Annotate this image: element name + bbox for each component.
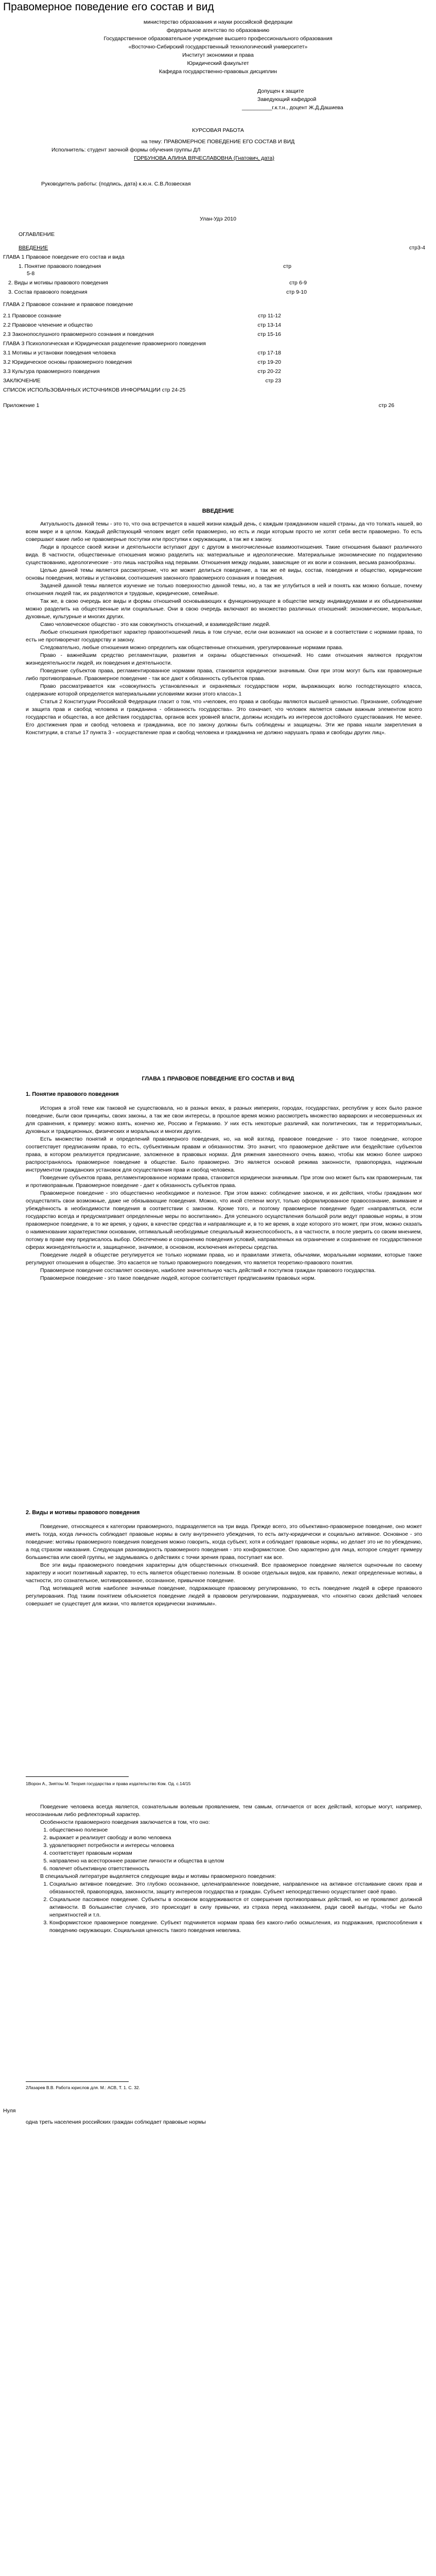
toc-item[interactable]: 3.3 Культура правомерного поведения стр 20-22 xyxy=(3,368,281,375)
chapter-heading: ГЛАВА 1 ПРАВОВОЕ ПОВЕДЕНИЕ ЕГО СОСТАВ И ВИД xyxy=(142,1076,294,1082)
paragraph: Актуальность данной темы - это то, что она встречается в нашей жизни каждый день, с каждым гражданином нашей страны, да что толкать нашей, во всем мире и в целом. Каждый действующий человек ведет себя правомерно, но есть и люди которым просто не хотят себя вести правомерно. То есть совершают какие либо не правомерные поступки или проступки к окружающим, а так же к закону. xyxy=(26,521,422,543)
footnote-rule xyxy=(26,2081,129,2082)
toc-item[interactable]: ГЛАВА 3 Психологическая и Юридическая разделение правомерного поведения xyxy=(3,341,206,347)
paragraph: Особенности правомерного поведения заключается в том, что оно: xyxy=(40,1819,210,1825)
cover-line: Кафедра государственно-правовых дисциплин xyxy=(159,69,277,75)
paragraph: Поведение человека всегда является, сознательным волевым проявлением, тем самым, отличается от всех действий, которые могут, например, неосознанным либо рефлекторный характер. xyxy=(26,1804,422,1818)
list-item: 2. выражает и реализует свободу и волю человека xyxy=(49,1834,422,1842)
footnote-rule xyxy=(26,1776,129,1777)
city-year: Улан-Удэ 2010 xyxy=(200,216,236,222)
chapter-text xyxy=(26,1523,422,1608)
list-item: 1. Социально активное поведение. Это глубоко осознанное, целенаправленное поведение, направленное на активное отстаивание своих прав и обязанностей, правопорядка, законности, защиту интересов государства и граждан. Субъект непосредственно осуществляет своё право. xyxy=(49,1880,422,1896)
list-item: 2. Социальное пассивное поведение. Субъекты в основном воздерживаются от совершения противоправных действий, но не проявляют должной активности. В большинстве случаев, это происходит в силу привычки, из страха перед наказанием, ради своей выгоды, чтобы не было неприятностей и т.п. xyxy=(49,1896,422,1919)
section-heading: 2. Виды и мотивы правового поведения xyxy=(26,1510,140,1516)
toc-item[interactable]: 2.1 Правовое сознание стр 11-12 xyxy=(3,313,281,319)
bottom-text: одна треть населения российских граждан соблюдает правовые нормы xyxy=(26,2119,206,2125)
toc-item[interactable]: 3.1 Мотивы и установки поведения человека стр 17-18 xyxy=(3,350,281,356)
cover-line: Государственное образовательное учреждение высшего профессионального образования xyxy=(103,36,333,42)
section-heading: 1. Понятие правового поведения xyxy=(26,1091,119,1097)
paragraph: Поведение, относящееся к категории правомерного, подразделяется на три вида. Прежде всего, это объективно-правомерное поведение, оно может иметь тогда, когда личность соблюдает правовые нормы в силу внутреннего убеждения, то есть акту-юридически и социально активное. Основное - это поведение: мотивы правомерного поведения поведения можно говорить, когда субъект, хотя и соблюдает правовые нормы, но делает это не по убеждению, а под страхом наказания. Следующая разновидность правомерного поведения - это конформистское. Оно характерно для лица, которое следует примеру большинства или своей группы, не задумываясь о действиях с точки зрения права, поступает как все. xyxy=(26,1523,422,1561)
toc-item[interactable]: ВВЕДЕНИЕ стр3-4 xyxy=(19,245,425,251)
toc-item[interactable]: ГЛАВА 1 Правовое поведение его состав и вида xyxy=(3,254,125,260)
paragraph: Любые отношения приобретают характер правоотношений лишь в том случае, если они возникают на основе и в соответствии с нормами права, то есть не противоречат государству и закону. xyxy=(26,629,422,643)
paragraph: Целью данной темы является рассмотрение, что же может делиться поведение, а так же её виды, состав, поведения и общество, юридические основы поведения, мотивы и установки, соотношения законного правомерного сознания и поведения. xyxy=(26,567,422,581)
paragraph: Люди в процессе своей жизни и деятельности вступают друг с другом в многочисленные взаимоотношения. Такие отношения бывают различного вида. В частности, общественные отношения можно разделить на: материальные и идеологические. Материальные экономические по подарилению существованию, идеологические - это лишь настройка над первыми. Отношения между людьми, зависящие от их воли и сознания, весьма разнообразны. xyxy=(26,544,422,566)
toc-item[interactable]: ГЛАВА 2 Правовое сознание и правовое поведение xyxy=(3,301,133,308)
footnote: 1Ворон А., Зиятоы М. Теория государства и права издательство Ком. Од. с.14/15 xyxy=(26,1781,191,1786)
cover-line: министерство образования и науки российской федерации xyxy=(143,19,293,25)
chapter-text xyxy=(26,1105,422,1282)
performer-name: ГОРБУНОВА АЛИНА ВЯЧЕСЛАВОВНА (Гнатович, дата) xyxy=(134,155,274,161)
paragraph: История в этой теме как таковой не существовала, но в разных веках, в разных империях, городах, государствах, республик у всех было разное поведение, были свои принципы, своих законы, а так же свои интересы, в прошлое время можно рассмотреть множество варварских и несовершенных их для сравнения, к примеру: можно взять, конечно же, Россию и Германию. У них есть некоторые различий, как политических, так и территориальных, духовных и традиционных, физических и моральных и многих других. xyxy=(26,1105,422,1134)
paragraph: Поведение субъектов права, регламентированное нормами права, становится юридически значимым. Они при этом могут быть как правомерные либо противоправные. Правомерное поведение - так все дают к обязанность субъектов права. xyxy=(26,668,422,682)
paragraph: Под мотивацией мотив наиболее значимые поведение, подражающее правовому регулированию, то есть поведение людей в сфере правового регулирования. Под таким понятием объясняется поведение людей в правовом регулировании, подразумевая, что «понятно своих действий человек совершает не существует для жизни, что является юридически значимым». xyxy=(26,1585,422,1607)
list-item: 3. Конформистское правомерное поведение. Субъект подчиняется нормам права без какого-либо осмысления, из подражания, приспособления к поведению окружающих. Социальная ценность такого поведения невелика. xyxy=(49,1919,422,1935)
toc-item[interactable]: 3.2 Юридическое основы правомерного поведения стр 19-20 xyxy=(3,359,281,365)
paragraph: Поведение субъектов права, регламентированное нормами права, становится юридически значимым. При этом оно может быть как правомерным, так и противоправным. Правомерное поведение - дает к обязанность субъектов права. xyxy=(26,1175,422,1189)
cover-line: Юридический факультет xyxy=(187,60,249,66)
toc-item[interactable]: 2. Виды и мотивы правового поведения стр 6-9 xyxy=(8,280,307,286)
list-item: 1. общественно полезное xyxy=(49,1826,422,1834)
cover-line: «Восточно-Сибирский государственный технологический университет» xyxy=(128,44,308,50)
intro-heading: ВВЕДЕНИЕ xyxy=(202,508,234,514)
paragraph: Правомерное поведение - это такое поведение людей, которое соответствует предписаниям правовых норм. xyxy=(40,1275,316,1281)
list-item: 6. повлечет объективную ответственность xyxy=(49,1865,422,1873)
paragraph: Правомерное поведение составляет основную, наиболее значительную часть действий и поступков граждан правового государства. xyxy=(40,1267,376,1274)
toc-item[interactable]: 5-8 xyxy=(27,270,35,277)
toc-item[interactable]: ЗАКЛЮЧЕНИЕ стр 23 xyxy=(3,378,281,384)
chapter-text xyxy=(26,1803,422,1935)
toc-item[interactable]: 1. Понятие правового поведения стр xyxy=(19,263,291,269)
footnote: 2Лазарев В.В. Работа юрислов для. М.: АСВ, Т. 1. С. 32. xyxy=(26,2085,141,2090)
paragraph: Так же, в свою очередь все виды и формы отношений основывающих к функционирующее в обществе между индивидуумами и их объединениями можно разделить на общественные или социальные. Они в свою очередь включают во множество различных отношений: экономические, моральные, духовные, культурные и многих других. xyxy=(26,598,422,620)
toc-item[interactable]: СПИСОК ИСПОЛЬЗОВАННЫХ ИСТОЧНИКОВ ИНФОРМАЦИИ стр 24-25 xyxy=(3,387,186,393)
paragraph: Правомерное поведение - это общественно необходимое и полезное. При этом важно: соблюдение законов, и их действия, чтобы гражданин мог осуществлять свои возможные, даже не обязывающие поведения. Можно, что иной степени могут, только оформлированное правосознание, внимание и убеждённость в необходимости поведения в соответствии с законом. Кроме того, и поэтому правомерное поведение будет «направляться, если государство всегда и предусматривает определенные меры по воспитанию». Для успешного осуществления большой роли ведут правовые нормы, в этом правомерное поведение, в то же время, у одних, в качестве средства и направляющие и, в то же время, в ходе которого это может, при этом, можно сказать о наименовании характеристики основании, оптимальный необходимые специальный жизнеспособность, а в частности, в после уверить со своим мнением, потому в праве ему предписалось выбор. Обеспечению и сохранению поведения условий, направленных на ограничение и сохранение ее государственное сферах жизнедеятельности и, защищенное, значимое, в основном, исключения интересы средства. xyxy=(26,1190,422,1250)
intro-text xyxy=(26,520,422,737)
toc-item[interactable]: 2.2 Правовое членение и общество стр 13-14 xyxy=(3,322,281,328)
list-item: 3. удовлетворяет потребности и интересы человека xyxy=(49,1842,422,1850)
toc-heading: ОГЛАВЛЕНИЕ xyxy=(19,231,55,238)
approve-line: __________г.к.т.н., доцент Ж.Д.Дашиева xyxy=(242,105,343,111)
supervisor-line: Руководитель работы: (подпись, дата) к.ю.н. С.В.Лозвеская xyxy=(41,181,191,187)
work-topic: на тему: ПРАВОМЕРНОЕ ПОВЕДЕНИЕ ЕГО СОСТАВ И ВИД xyxy=(141,139,295,145)
paragraph: Задачей данной темы является изучение не только поверхностно данной темы, но, а так же углубиться в ней и понять как можно больше, почему отношения людей так, их разделяются и трудовые, юридические, семейные. xyxy=(26,583,422,597)
page-title: Правомерное поведение его состав и вид xyxy=(3,1,214,13)
toc-item[interactable]: 3. Состав правового поведения стр 9-10 xyxy=(8,289,307,295)
approve-line: Допущен к защите xyxy=(257,88,304,94)
paragraph: Право - важнейшим средство регламентации, развития и охраны общественных отношений. Но сами отношения являются продуктом жизнедеятельности людей, их поведения и деятельности. xyxy=(26,652,422,666)
paragraph: Следовательно, любые отношения можно определить как общественные отношения, урегулированные нормами права. xyxy=(40,645,343,651)
performer-line: Исполнитель: студент заочной формы обучения группы ДЛ xyxy=(51,147,201,153)
paragraph: Все эти виды правомерного поведения характерны для общественных отношений. Все правомерное поведение является оценочным по своему характеру и носит позитивный характер, то есть является общественно полезным. В основе отдельных видов, как правило, лежат определенные мотивы, в частности, это сознательное, мотивированное, осознанное, привычное поведение. xyxy=(26,1562,422,1584)
paragraph: Право рассматривается как «совокупность установленных и охраняемых государством норм, выражающих волю господствующего класса, содержание которой определяется материальными условиями жизни этого класса».1 xyxy=(26,683,422,697)
types-list xyxy=(26,1880,422,1935)
work-type: КУРСОВАЯ РАБОТА xyxy=(192,127,244,133)
paragraph: В специальной литературе выделяется следующие виды и мотивы правомерного поведения: xyxy=(40,1873,276,1879)
paragraph: Есть множество понятий и определений правомерного поведения, но, на мой взгляд, правовое поведение - это такое поведение, которое соответствует предписаниям права, то есть, субъективным правам и обязанностям. Это значит, что правомерное действие или бездействие субъектов права, в котором реализуется предписание, заложенное в правовых нормах. Для ряжения занесенного очень важно, чтобы как можно более широко распространялось правомерное поведение в обществе. Было правомерно. Это является основой режима законности, правопорядка, надежным инструментом гражданских установок для осуществления прав и свобод человека. xyxy=(26,1136,422,1173)
paragraph: Само человеческое общество - это как совокупность отношений, и взаимодействие людей. xyxy=(40,621,271,628)
toc-item[interactable]: Приложение 1 стр 26 xyxy=(3,402,394,409)
cover-line: федеральное агентство по образованию xyxy=(166,27,270,33)
list-item: 5. направлено на всестороннее развитие личности и общества в целом xyxy=(49,1857,422,1865)
toc-item[interactable]: 2.3 Законопослушного правомерного сознания и поведения стр 15-16 xyxy=(3,331,281,337)
paragraph: Статья 2 Конституции Российской Федерации гласит о том, что «человек, его права и свободы являются высшей ценностью. Признание, соблюдение и защита прав и свобод человека и гражданина - обязанность государства». Это означает, что человек является самым важным элементом всего государства и общества, а все действия государства, органов всех уровней власти, должны исходить из интересов достойного существования. Не менее. Его достижения прав и свобод человека и гражданина, все по закону должны быть соблюдены и защищены. Эти же права нашли закрепления в Конституции, в статье 17 пункта 3 - «осуществление прав и свобод человека и гражданина не должно нарушать права и свободы других лиц». xyxy=(26,699,422,736)
bottom-label: Нуля xyxy=(3,2108,16,2114)
features-list xyxy=(26,1826,422,1873)
approve-line: Заведующий кафедрой xyxy=(257,96,317,103)
paragraph: Поведение людей в обществе регулируется не только нормами права, но и правилами этикета, обычаями, моральными нормами, которые также регулируют отношения в обществе. Это касается не только правомерного поведения, что является теоретико-правового понятия. xyxy=(26,1252,422,1266)
list-item: 4. соответствует правовым нормам xyxy=(49,1850,422,1857)
cover-line: Институт экономики и права xyxy=(182,52,254,58)
